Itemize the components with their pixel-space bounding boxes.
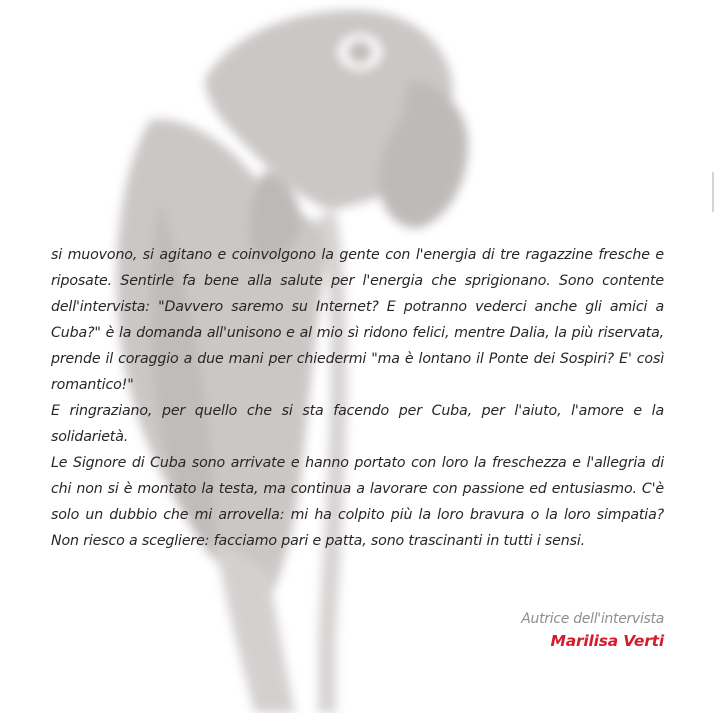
signature-block	[521, 608, 664, 652]
article-body	[51, 242, 664, 554]
article-paragraph: E ringraziano, per quello che si sta facendo per Cuba, per l'aiuto, l'amore e la solidarietà.	[51, 403, 664, 445]
signature-name: Marilisa Verti	[550, 632, 664, 650]
article-paragraph: Le Signore di Cuba sono arrivate e hanno portato con loro la freschezza e l'allegria di chi non si è montato la testa, ma continua a lavorare con passione ed entusiasmo. C'è solo un dubbio che mi arrovella: mi ha colpito più la loro bravura o la loro simpatia? Non riesco a scegliere: facciamo pari e patta, sono trascinanti in tutti i sensi.	[51, 455, 664, 549]
signature-role: Autrice dell'intervista	[521, 611, 664, 627]
article-paragraph: si muovono, si agitano e coinvolgono la gente con l'energia di tre ragazzine fresche e riposate. Sentirle fa bene alla salute per l'energia che sprigionano. Sono contente dell'intervista: "Davvero saremo su Internet? E potranno vederci anche gli amici a Cuba?" è la domanda all'unisono e al mio sì ridono felici, mentre Dalia, la più riservata, prende il coraggio a due mani per chiedermi "ma è lontano il Ponte dei Sospiri? E' così romantico!"	[51, 247, 664, 393]
